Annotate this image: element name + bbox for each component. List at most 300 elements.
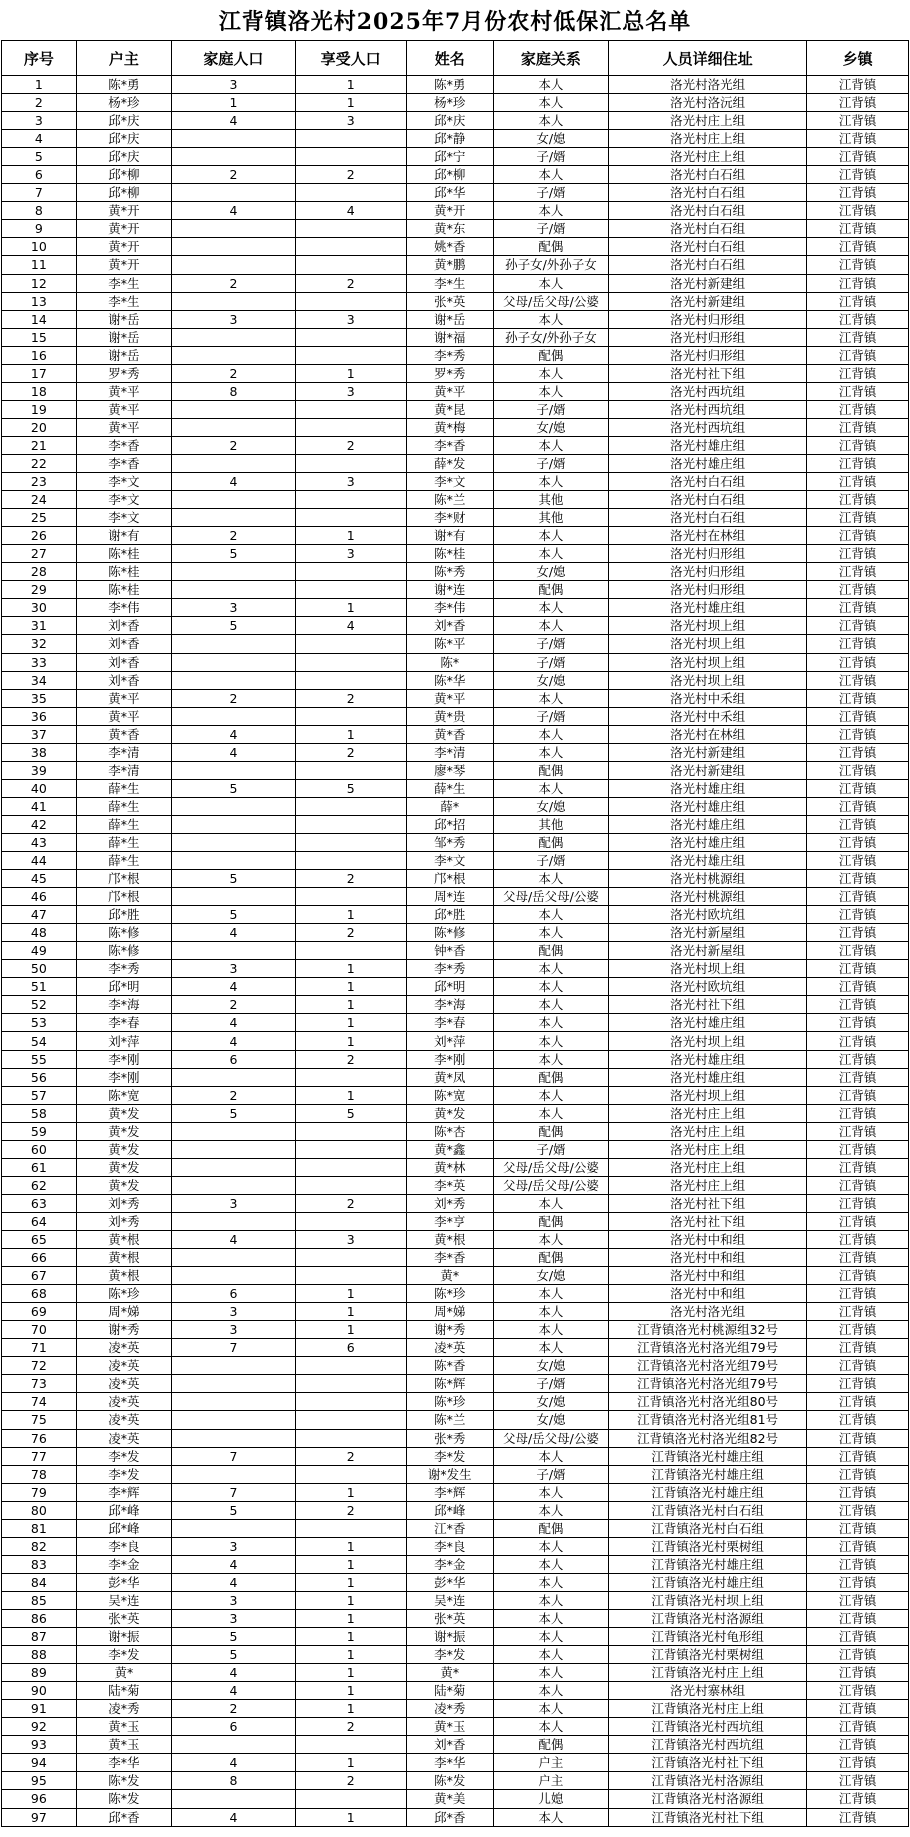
- cell-township: 江背镇: [807, 797, 909, 815]
- cell-householder: 李*刚: [76, 1068, 171, 1086]
- table-row: [2, 1267, 909, 1285]
- cell-householder: 陈*发: [76, 1790, 171, 1808]
- cell-index: 76: [2, 1429, 77, 1447]
- table-row: [2, 527, 909, 545]
- cell-name: 黄*林: [406, 1158, 493, 1176]
- cell-family-size: [172, 328, 295, 346]
- cell-relation: 配偶: [493, 346, 608, 364]
- cell-address: 江背镇洛光村雄庄组: [609, 1483, 807, 1501]
- cell-address: 洛光村白石组: [609, 256, 807, 274]
- table-row: [2, 1447, 909, 1465]
- cell-relation: 配偶: [493, 1249, 608, 1267]
- cell-address: 洛光村中禾组: [609, 689, 807, 707]
- cell-relation: 本人: [493, 202, 608, 220]
- cell-relation: 女/媳: [493, 1267, 608, 1285]
- cell-address: 洛光村白石组: [609, 220, 807, 238]
- cell-householder: 凌*英: [76, 1429, 171, 1447]
- cell-name: 薛*: [406, 797, 493, 815]
- cell-name: 刘*香: [406, 617, 493, 635]
- cell-family-size: 3: [172, 960, 295, 978]
- table-row: [2, 599, 909, 617]
- cell-township: 江背镇: [807, 761, 909, 779]
- cell-relation: 孙子女/外孙子女: [493, 256, 608, 274]
- cell-beneficiaries: 1: [295, 1628, 406, 1646]
- cell-family-size: [172, 1158, 295, 1176]
- cell-address: 洛光村欧坑组: [609, 978, 807, 996]
- cell-householder: 刘*萍: [76, 1032, 171, 1050]
- cell-relation: 女/媳: [493, 1411, 608, 1429]
- cell-relation: 本人: [493, 112, 608, 130]
- cell-name: 张*英: [406, 292, 493, 310]
- cell-beneficiaries: [295, 1465, 406, 1483]
- cell-relation: 配偶: [493, 1212, 608, 1230]
- cell-householder: 凌*英: [76, 1375, 171, 1393]
- cell-relation: 本人: [493, 1700, 608, 1718]
- cell-name: 李*生: [406, 274, 493, 292]
- cell-beneficiaries: [295, 653, 406, 671]
- cell-index: 38: [2, 743, 77, 761]
- cell-householder: 邱*香: [76, 1808, 171, 1826]
- cell-householder: 陈*桂: [76, 545, 171, 563]
- cell-index: 12: [2, 274, 77, 292]
- cell-householder: 李*金: [76, 1555, 171, 1573]
- cell-family-size: [172, 1411, 295, 1429]
- cell-relation: 本人: [493, 364, 608, 382]
- cell-beneficiaries: 1: [295, 76, 406, 94]
- table-row: [2, 1014, 909, 1032]
- cell-name: 黄*昆: [406, 400, 493, 418]
- table-row: [2, 256, 909, 274]
- cell-index: 8: [2, 202, 77, 220]
- cell-name: 周*连: [406, 888, 493, 906]
- cell-family-size: 4: [172, 978, 295, 996]
- cell-family-size: [172, 148, 295, 166]
- cell-name: 谢*岳: [406, 310, 493, 328]
- cell-family-size: 4: [172, 1032, 295, 1050]
- cell-address: 洛光村西坑组: [609, 418, 807, 436]
- cell-address: 洛光村雄庄组: [609, 852, 807, 870]
- cell-index: 81: [2, 1519, 77, 1537]
- cell-family-size: 2: [172, 1700, 295, 1718]
- cell-address: 江背镇洛光村坝上组: [609, 1591, 807, 1609]
- cell-address: 洛光村白石组: [609, 509, 807, 527]
- cell-family-size: [172, 1375, 295, 1393]
- cell-family-size: 3: [172, 310, 295, 328]
- cell-index: 48: [2, 924, 77, 942]
- cell-township: 江背镇: [807, 1700, 909, 1718]
- cell-address: 洛光村在林组: [609, 725, 807, 743]
- cell-index: 10: [2, 238, 77, 256]
- table-row: [2, 1140, 909, 1158]
- cell-address: 江背镇洛光村雄庄组: [609, 1573, 807, 1591]
- cell-householder: 陈*桂: [76, 581, 171, 599]
- cell-index: 95: [2, 1772, 77, 1790]
- cell-householder: 邱*庆: [76, 148, 171, 166]
- cell-householder: 薛*生: [76, 797, 171, 815]
- cell-township: 江背镇: [807, 1050, 909, 1068]
- cell-address: 洛光村雄庄组: [609, 599, 807, 617]
- cell-relation: 本人: [493, 1231, 608, 1249]
- cell-index: 54: [2, 1032, 77, 1050]
- cell-relation: 配偶: [493, 1519, 608, 1537]
- cell-beneficiaries: 2: [295, 924, 406, 942]
- table-row: [2, 635, 909, 653]
- cell-family-size: 4: [172, 1573, 295, 1591]
- cell-family-size: [172, 888, 295, 906]
- cell-family-size: 2: [172, 1086, 295, 1104]
- cell-beneficiaries: 1: [295, 1609, 406, 1627]
- cell-householder: 刘*秀: [76, 1194, 171, 1212]
- cell-family-size: 4: [172, 1664, 295, 1682]
- cell-address: 江背镇洛光村白石组: [609, 1501, 807, 1519]
- cell-index: 7: [2, 184, 77, 202]
- cell-beneficiaries: [295, 852, 406, 870]
- cell-township: 江背镇: [807, 815, 909, 833]
- cell-family-size: [172, 1068, 295, 1086]
- cell-township: 江背镇: [807, 1628, 909, 1646]
- cell-family-size: 3: [172, 1303, 295, 1321]
- cell-index: 13: [2, 292, 77, 310]
- cell-relation: 儿媳: [493, 1790, 608, 1808]
- table-row: [2, 815, 909, 833]
- cell-index: 85: [2, 1591, 77, 1609]
- cell-family-size: 4: [172, 473, 295, 491]
- cell-householder: 李*春: [76, 1014, 171, 1032]
- cell-township: 江背镇: [807, 725, 909, 743]
- cell-family-size: 8: [172, 382, 295, 400]
- cell-beneficiaries: [295, 563, 406, 581]
- cell-township: 江背镇: [807, 202, 909, 220]
- cell-householder: 吴*连: [76, 1591, 171, 1609]
- cell-beneficiaries: [295, 1357, 406, 1375]
- cell-householder: 陈*勇: [76, 76, 171, 94]
- cell-beneficiaries: 1: [295, 1537, 406, 1555]
- cell-relation: 本人: [493, 1501, 608, 1519]
- cell-beneficiaries: 1: [295, 1285, 406, 1303]
- cell-name: 李*发: [406, 1646, 493, 1664]
- cell-address: 洛光村雄庄组: [609, 454, 807, 472]
- table-row: [2, 1609, 909, 1627]
- cell-householder: 黄*发: [76, 1140, 171, 1158]
- cell-householder: 邱*柳: [76, 184, 171, 202]
- cell-family-size: 2: [172, 689, 295, 707]
- cell-address: 洛光村坝上组: [609, 671, 807, 689]
- cell-householder: 陈*修: [76, 924, 171, 942]
- table-row: [2, 1519, 909, 1537]
- cell-name: 邝*根: [406, 870, 493, 888]
- cell-beneficiaries: 1: [295, 1573, 406, 1591]
- cell-index: 29: [2, 581, 77, 599]
- cell-name: 黄*: [406, 1664, 493, 1682]
- cell-township: 江背镇: [807, 1068, 909, 1086]
- cell-family-size: 5: [172, 779, 295, 797]
- cell-family-size: [172, 491, 295, 509]
- cell-relation: 父母/岳父母/公婆: [493, 292, 608, 310]
- cell-beneficiaries: 2: [295, 743, 406, 761]
- cell-index: 15: [2, 328, 77, 346]
- cell-family-size: [172, 635, 295, 653]
- cell-index: 26: [2, 527, 77, 545]
- table-row: [2, 1591, 909, 1609]
- cell-address: 洛光村白石组: [609, 473, 807, 491]
- cell-family-size: 2: [172, 436, 295, 454]
- cell-beneficiaries: [295, 1736, 406, 1754]
- cell-township: 江背镇: [807, 671, 909, 689]
- cell-address: 洛光村庄上组: [609, 1104, 807, 1122]
- cell-relation: 本人: [493, 1194, 608, 1212]
- cell-name: 李*辉: [406, 1483, 493, 1501]
- cell-beneficiaries: [295, 238, 406, 256]
- table-row: [2, 1483, 909, 1501]
- cell-township: 江背镇: [807, 833, 909, 851]
- cell-index: 58: [2, 1104, 77, 1122]
- cell-address: 江背镇洛光村洛源组: [609, 1772, 807, 1790]
- cell-householder: 谢*秀: [76, 1321, 171, 1339]
- cell-family-size: 5: [172, 617, 295, 635]
- cell-index: 5: [2, 148, 77, 166]
- table-row: [2, 1501, 909, 1519]
- table-row: [2, 1393, 909, 1411]
- table-row: [2, 1339, 909, 1357]
- cell-beneficiaries: 1: [295, 1321, 406, 1339]
- cell-name: 陈*修: [406, 924, 493, 942]
- cell-township: 江背镇: [807, 274, 909, 292]
- cell-township: 江背镇: [807, 130, 909, 148]
- cell-address: 洛光村在林组: [609, 527, 807, 545]
- cell-index: 42: [2, 815, 77, 833]
- cell-township: 江背镇: [807, 112, 909, 130]
- cell-index: 44: [2, 852, 77, 870]
- cell-township: 江背镇: [807, 1375, 909, 1393]
- cell-beneficiaries: [295, 1393, 406, 1411]
- cell-address: 江背镇洛光村雄庄组: [609, 1555, 807, 1573]
- table-row: [2, 1122, 909, 1140]
- cell-name: 谢*有: [406, 527, 493, 545]
- cell-township: 江背镇: [807, 1754, 909, 1772]
- cell-name: 薛*发: [406, 454, 493, 472]
- cell-name: 姚*香: [406, 238, 493, 256]
- cell-index: 31: [2, 617, 77, 635]
- cell-name: 黄*: [406, 1267, 493, 1285]
- table-row: [2, 473, 909, 491]
- cell-beneficiaries: 2: [295, 1718, 406, 1736]
- cell-family-size: [172, 833, 295, 851]
- cell-family-size: 5: [172, 870, 295, 888]
- table-row: [2, 1628, 909, 1646]
- cell-family-size: 4: [172, 1555, 295, 1573]
- table-row: [2, 689, 909, 707]
- cell-relation: 配偶: [493, 581, 608, 599]
- cell-relation: 配偶: [493, 942, 608, 960]
- cell-index: 97: [2, 1808, 77, 1826]
- cell-name: 李*文: [406, 852, 493, 870]
- cell-index: 14: [2, 310, 77, 328]
- cell-beneficiaries: [295, 1122, 406, 1140]
- cell-relation: 本人: [493, 1285, 608, 1303]
- table-row: [2, 202, 909, 220]
- cell-householder: 杨*珍: [76, 94, 171, 112]
- cell-beneficiaries: 1: [295, 725, 406, 743]
- cell-name: 陈*发: [406, 1772, 493, 1790]
- cell-family-size: [172, 942, 295, 960]
- cell-relation: 其他: [493, 491, 608, 509]
- cell-beneficiaries: 1: [295, 1014, 406, 1032]
- cell-township: 江背镇: [807, 1772, 909, 1790]
- cell-family-size: 4: [172, 1014, 295, 1032]
- cell-relation: 本人: [493, 94, 608, 112]
- cell-index: 37: [2, 725, 77, 743]
- cell-householder: 黄*平: [76, 400, 171, 418]
- table-row: [2, 418, 909, 436]
- cell-family-size: 3: [172, 599, 295, 617]
- cell-relation: 子/婿: [493, 653, 608, 671]
- table-row: [2, 509, 909, 527]
- cell-householder: 凌*英: [76, 1339, 171, 1357]
- cell-name: 凌*英: [406, 1339, 493, 1357]
- cell-address: 江背镇洛光村庄上组: [609, 1700, 807, 1718]
- cell-beneficiaries: [295, 707, 406, 725]
- table-row: [2, 382, 909, 400]
- table-row: [2, 1231, 909, 1249]
- cell-beneficiaries: 3: [295, 473, 406, 491]
- cell-township: 江背镇: [807, 545, 909, 563]
- cell-index: 23: [2, 473, 77, 491]
- cell-beneficiaries: 2: [295, 689, 406, 707]
- table-row: [2, 364, 909, 382]
- cell-township: 江背镇: [807, 292, 909, 310]
- cell-address: 洛光村新建组: [609, 761, 807, 779]
- cell-name: 张*英: [406, 1609, 493, 1627]
- cell-index: 60: [2, 1140, 77, 1158]
- cell-family-size: [172, 852, 295, 870]
- cell-beneficiaries: [295, 130, 406, 148]
- cell-name: 钟*香: [406, 942, 493, 960]
- cell-address: 洛光村西坑组: [609, 382, 807, 400]
- table-row: [2, 1736, 909, 1754]
- cell-beneficiaries: 2: [295, 436, 406, 454]
- cell-family-size: [172, 1465, 295, 1483]
- cell-township: 江背镇: [807, 418, 909, 436]
- cell-relation: 本人: [493, 274, 608, 292]
- cell-address: 江背镇洛光村栗树组: [609, 1646, 807, 1664]
- cell-family-size: 4: [172, 1682, 295, 1700]
- cell-township: 江背镇: [807, 1537, 909, 1555]
- cell-family-size: 3: [172, 1609, 295, 1627]
- cell-householder: 谢*有: [76, 527, 171, 545]
- cell-relation: 配偶: [493, 1068, 608, 1086]
- cell-relation: 本人: [493, 545, 608, 563]
- cell-family-size: 2: [172, 996, 295, 1014]
- cell-township: 江背镇: [807, 960, 909, 978]
- cell-index: 77: [2, 1447, 77, 1465]
- table-row: [2, 274, 909, 292]
- table-row: [2, 1682, 909, 1700]
- cell-index: 21: [2, 436, 77, 454]
- cell-township: 江背镇: [807, 653, 909, 671]
- cell-beneficiaries: [295, 1375, 406, 1393]
- cell-family-size: [172, 1140, 295, 1158]
- cell-township: 江背镇: [807, 1086, 909, 1104]
- table-row: [2, 238, 909, 256]
- cell-address: 洛光村雄庄组: [609, 815, 807, 833]
- cell-family-size: [172, 581, 295, 599]
- cell-name: 谢*发生: [406, 1465, 493, 1483]
- cell-township: 江背镇: [807, 1483, 909, 1501]
- cell-address: 洛光村西坑组: [609, 400, 807, 418]
- table-row: [2, 707, 909, 725]
- cell-address: 洛光村雄庄组: [609, 833, 807, 851]
- cell-householder: 李*香: [76, 454, 171, 472]
- col-header-relation: 家庭关系: [493, 41, 608, 76]
- cell-householder: 黄*开: [76, 256, 171, 274]
- cell-householder: 邝*根: [76, 870, 171, 888]
- cell-householder: 谢*岳: [76, 310, 171, 328]
- cell-address: 江背镇洛光村雄庄组: [609, 1447, 807, 1465]
- cell-beneficiaries: 1: [295, 960, 406, 978]
- cell-name: 李*文: [406, 473, 493, 491]
- cell-beneficiaries: [295, 328, 406, 346]
- cell-index: 47: [2, 906, 77, 924]
- cell-relation: 本人: [493, 689, 608, 707]
- cell-name: 黄*香: [406, 725, 493, 743]
- cell-address: 洛光村庄上组: [609, 1158, 807, 1176]
- cell-family-size: [172, 1212, 295, 1230]
- cell-address: 洛光村中和组: [609, 1231, 807, 1249]
- cell-relation: 本人: [493, 1646, 608, 1664]
- table-row: [2, 743, 909, 761]
- cell-address: 江背镇洛光村洛源组: [609, 1609, 807, 1627]
- cell-householder: 罗*秀: [76, 364, 171, 382]
- cell-address: 洛光村坝上组: [609, 653, 807, 671]
- cell-name: 黄*梅: [406, 418, 493, 436]
- cell-family-size: [172, 1790, 295, 1808]
- cell-family-size: 2: [172, 274, 295, 292]
- cell-householder: 黄*平: [76, 689, 171, 707]
- cell-relation: 本人: [493, 1321, 608, 1339]
- cell-family-size: [172, 1249, 295, 1267]
- cell-relation: 父母/岳父母/公婆: [493, 1429, 608, 1447]
- cell-township: 江背镇: [807, 491, 909, 509]
- cell-name: 黄*鹏: [406, 256, 493, 274]
- cell-name: 陈*辉: [406, 1375, 493, 1393]
- cell-relation: 子/婿: [493, 635, 608, 653]
- cell-householder: 李*伟: [76, 599, 171, 617]
- table-row: [2, 725, 909, 743]
- cell-householder: 黄*平: [76, 382, 171, 400]
- cell-beneficiaries: 1: [295, 1664, 406, 1682]
- cell-name: 黄*平: [406, 689, 493, 707]
- cell-address: 江背镇洛光村洛光组80号: [609, 1393, 807, 1411]
- cell-name: 陈*珍: [406, 1393, 493, 1411]
- cell-householder: 黄*开: [76, 202, 171, 220]
- cell-beneficiaries: [295, 1158, 406, 1176]
- cell-township: 江背镇: [807, 1808, 909, 1826]
- table-row: [2, 581, 909, 599]
- table-row: [2, 328, 909, 346]
- cell-householder: 凌*英: [76, 1357, 171, 1375]
- cell-beneficiaries: [295, 797, 406, 815]
- cell-relation: 本人: [493, 906, 608, 924]
- cell-index: 4: [2, 130, 77, 148]
- cell-householder: 李*香: [76, 436, 171, 454]
- cell-township: 江背镇: [807, 454, 909, 472]
- cell-householder: 李*海: [76, 996, 171, 1014]
- table-row: [2, 1537, 909, 1555]
- cell-address: 江背镇洛光村西坑组: [609, 1718, 807, 1736]
- cell-index: 89: [2, 1664, 77, 1682]
- cell-address: 洛光村归形组: [609, 328, 807, 346]
- table-row: [2, 1086, 909, 1104]
